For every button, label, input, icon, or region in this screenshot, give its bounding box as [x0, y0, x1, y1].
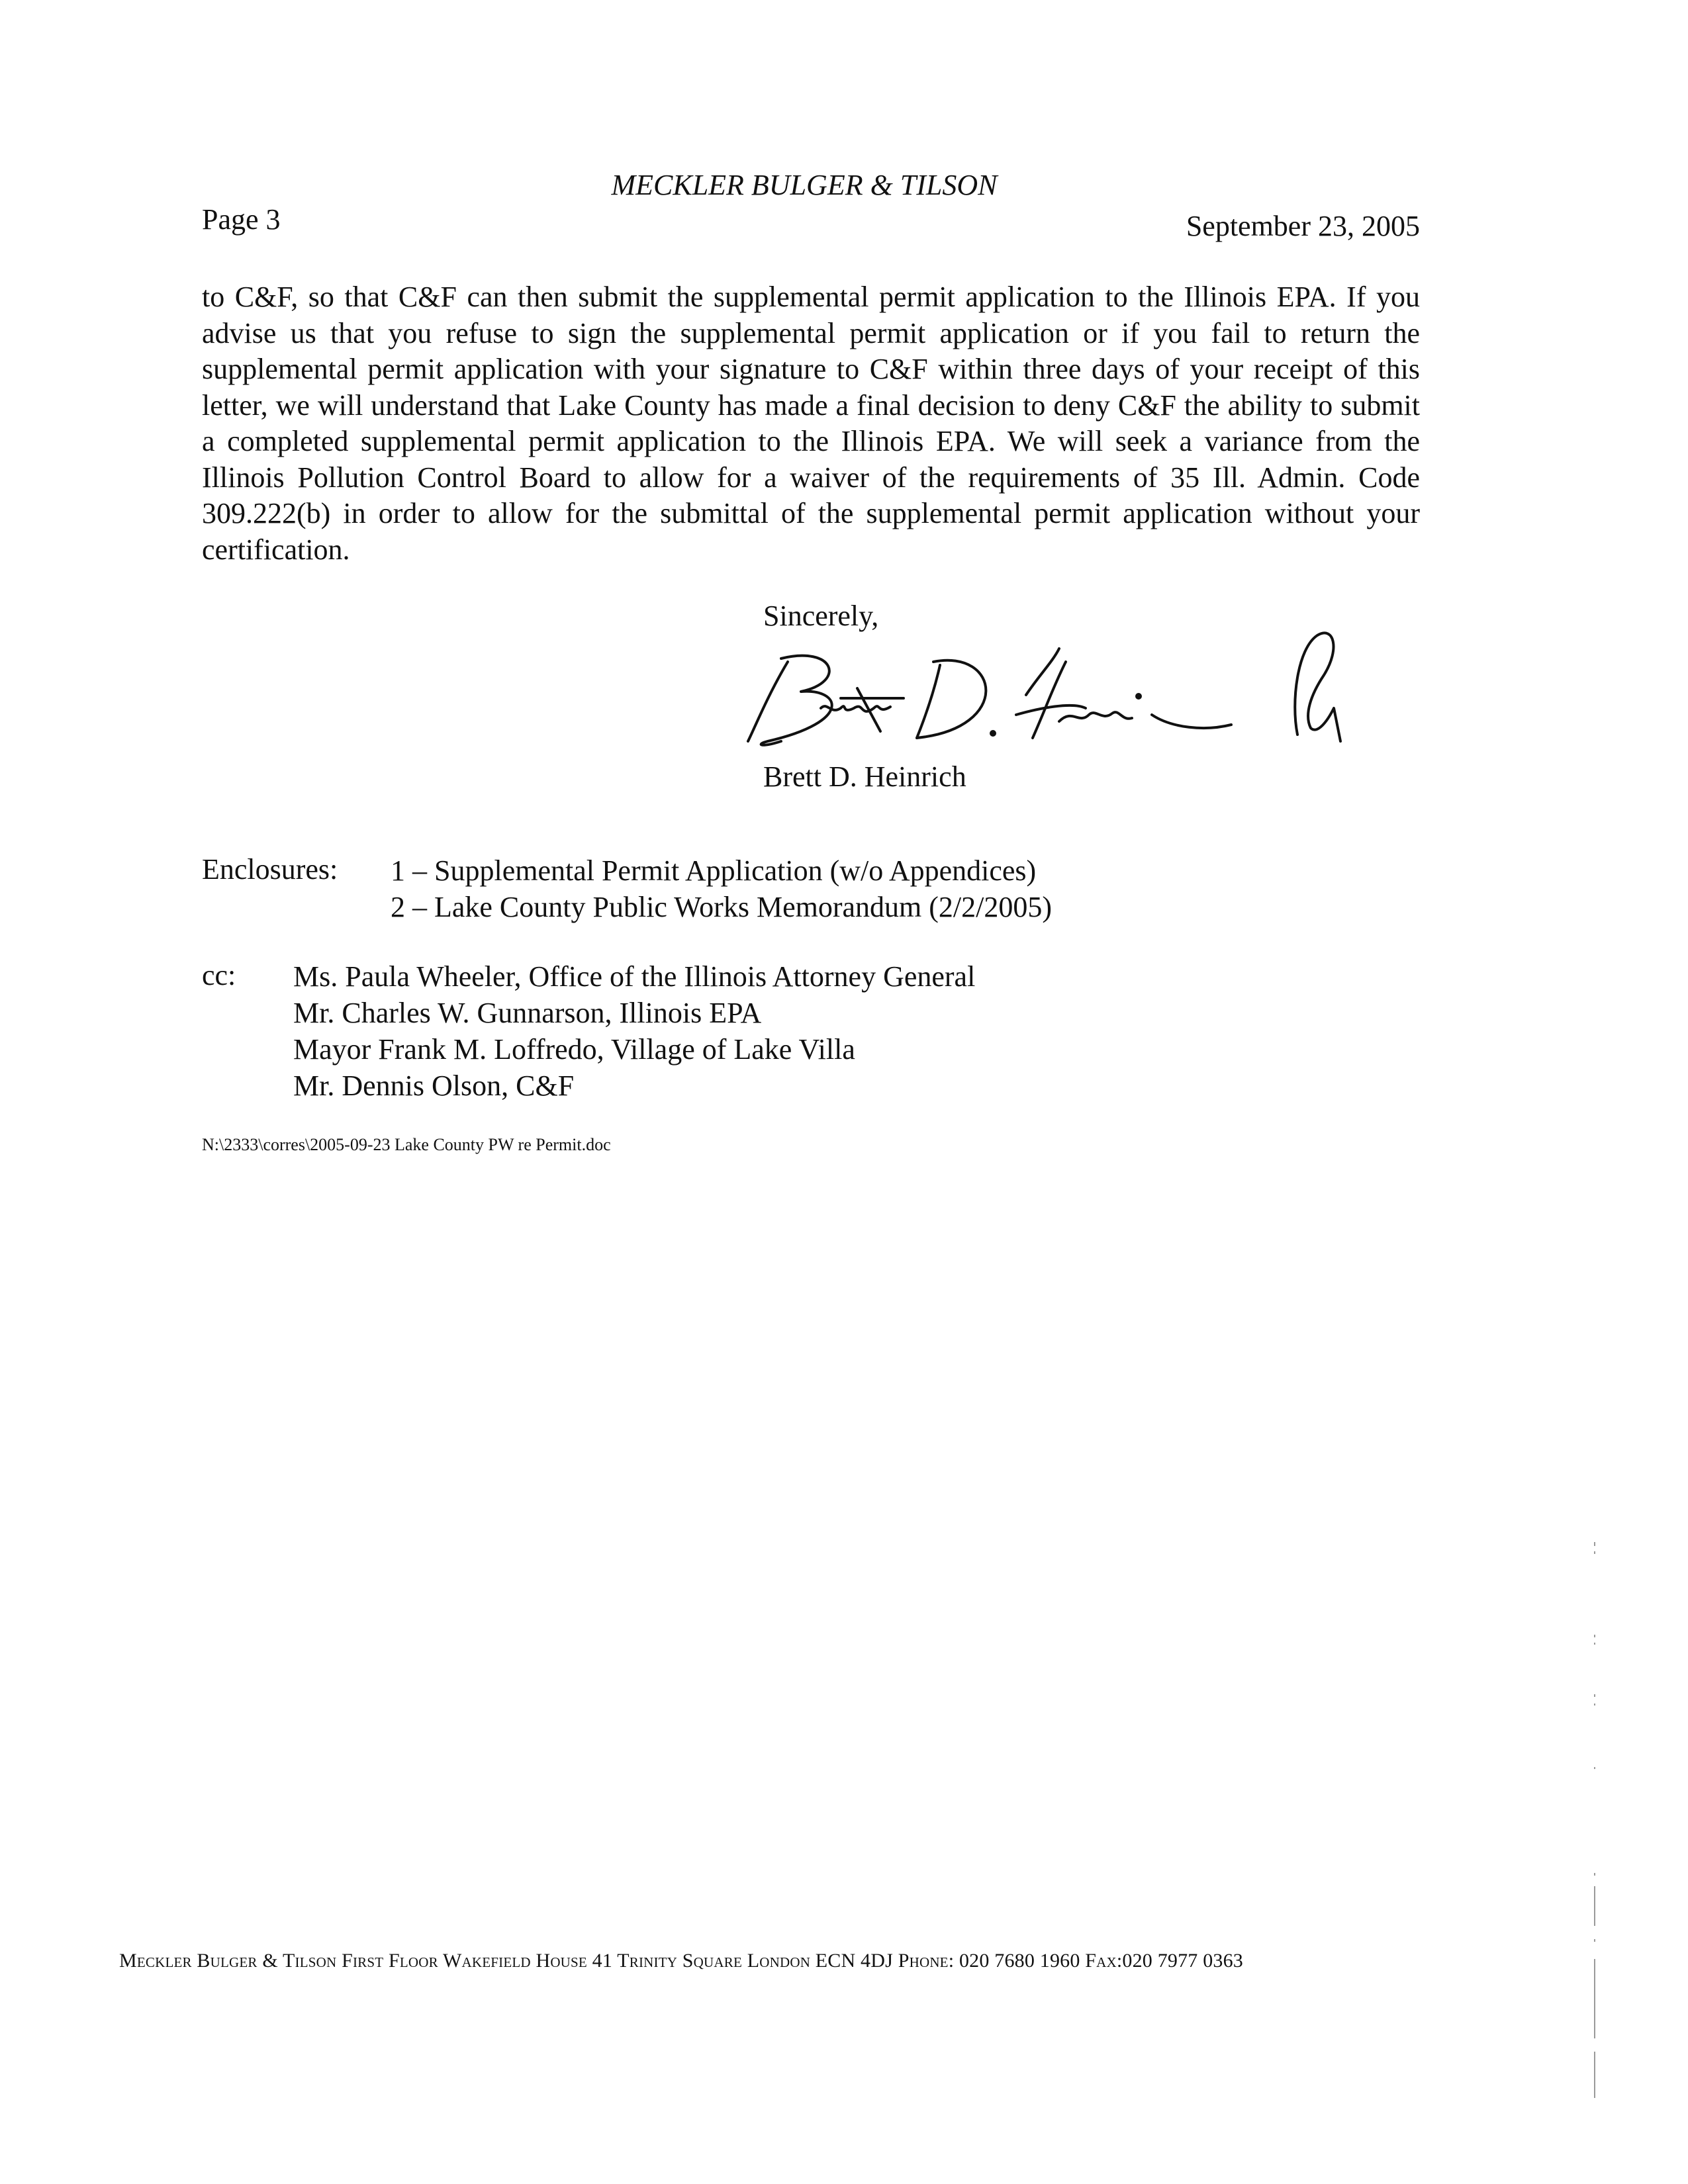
cc-list — [293, 958, 975, 1104]
closing-salutation: Sincerely, — [763, 600, 879, 632]
signer-name: Brett D. Heinrich — [763, 760, 966, 793]
enclosure-item: 1 – Supplemental Permit Application (w/o Appendices) — [391, 854, 1037, 887]
page-number: Page 3 — [202, 203, 281, 236]
enclosures-list — [391, 852, 1052, 925]
handwritten-signature — [741, 609, 1377, 761]
cc-label: cc: — [202, 959, 236, 991]
letterhead-footer: Meckler Bulger & Tilson First Floor Wakefield House 41 Trinity Square London ECN 4DJ Phone: 020 7680 1960 Fax:020 7977 0363 — [119, 1950, 1243, 1972]
scan-artifact-marks — [1589, 1542, 1602, 2105]
cc-recipient: Mr. Charles W. Gunnarson, Illinois EPA — [293, 997, 762, 1029]
cc-recipient: Ms. Paula Wheeler, Office of the Illinois Attorney General — [293, 960, 976, 993]
cc-recipient: Mr. Dennis Olson, C&F — [293, 1069, 575, 1102]
letter-body-paragraph: to C&F, so that C&F can then submit the supplemental permit application to the Illinois EPA. If you advise us that you refuse to sign the supplemental permit application or if you fail to return the supplemental permit application with your signature to C&F within three days of your receipt of this letter, we will understand that Lake County has made a final decision to deny C&F the ability to submit a completed supplemental permit application to the Illinois EPA. We will seek a variance from the Illinois Pollution Control Board to allow for a waiver of the requirements of 35 Ill. Admin. Code 309.222(b) in order to allow for the submittal of the supplemental permit application without your certification. — [202, 281, 1420, 566]
document-file-path: N:\2333\corres\2005-09-23 Lake County PW re Permit.doc — [202, 1135, 611, 1154]
letter-date: September 23, 2005 — [1186, 210, 1420, 242]
cc-recipient: Mayor Frank M. Loffredo, Village of Lake Villa — [293, 1033, 855, 1066]
firm-header: MECKLER BULGER & TILSON — [611, 169, 998, 201]
enclosures-label: Enclosures: — [202, 853, 338, 886]
enclosure-item: 2 – Lake County Public Works Memorandum (2/2/2005) — [391, 891, 1052, 923]
